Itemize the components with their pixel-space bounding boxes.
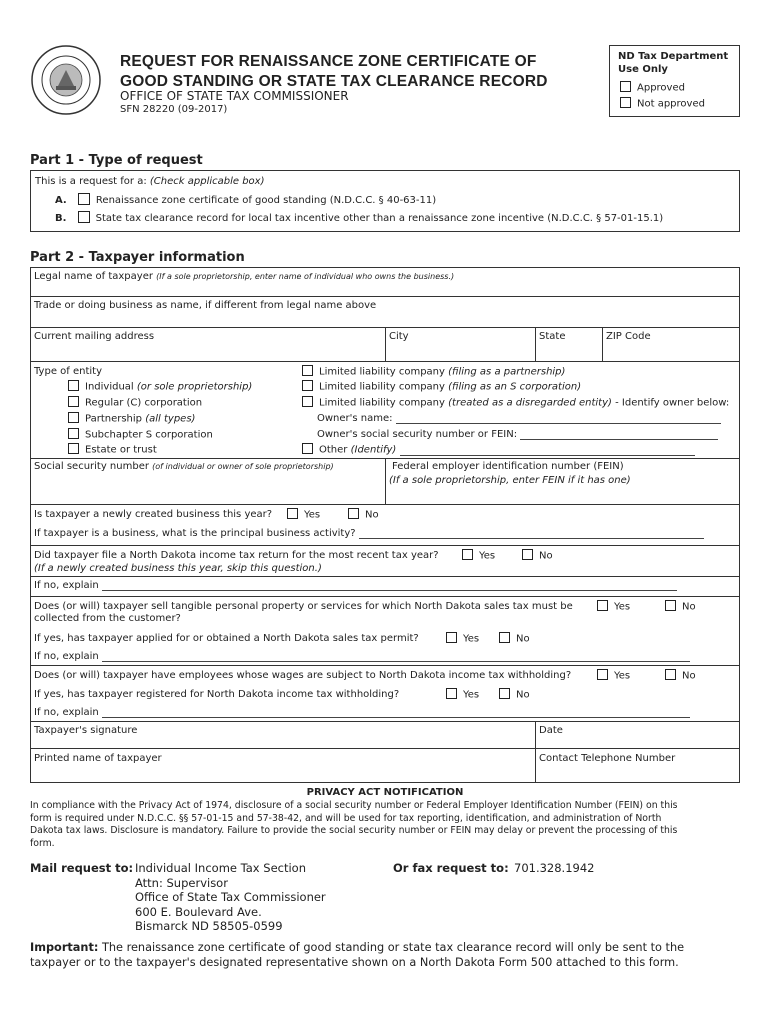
option-b-letter: B.	[55, 213, 67, 224]
permit-yes-checkbox[interactable]	[446, 632, 457, 643]
privacy-text: In compliance with the Privacy Act of 1974, disclosure of a social security number or Federal Employer Identification Number (FEIN) on this form is required under N.D.C.C. §§ 57-01-15 and 57-38-42, and will be used for tax reporting, identification, and administration of North Dakota tax laws. Disclosure is mandatory. Failure to provide the social security number or FEIN may delay or prevent the processing of this form.	[30, 800, 678, 849]
form-title	[120, 52, 548, 92]
new-business-no-checkbox[interactable]	[348, 508, 359, 519]
partnership-checkbox[interactable]	[68, 412, 79, 423]
sales-no-checkbox[interactable]	[665, 600, 676, 611]
sales-yes-label: Yes	[614, 601, 631, 613]
owner-name-label: Owner's name:	[317, 413, 393, 424]
q-withholding: If yes, has taxpayer registered for North Dakota income tax withholding?	[34, 689, 400, 700]
part1-heading: Part 1 - Type of request	[30, 153, 203, 168]
return-explain-label: If no, explain	[34, 580, 99, 591]
sales-no-label: No	[682, 601, 696, 613]
fax-label: Or fax request to:	[393, 861, 509, 875]
llc-partnership-note: (filing as a partnership)	[448, 366, 566, 378]
approved-checkbox[interactable]	[620, 81, 631, 92]
return-explain-input[interactable]	[102, 580, 677, 591]
return-no-checkbox[interactable]	[522, 549, 533, 560]
dept-use-box	[609, 45, 740, 117]
q-business-activity: If taxpayer is a business, what is the principal business activity?	[34, 528, 356, 539]
estate-checkbox[interactable]	[68, 443, 79, 454]
mailing-address-field[interactable]: Current mailing address	[34, 331, 155, 342]
new-business-yes-checkbox[interactable]	[287, 508, 298, 519]
withholding-explain-input[interactable]	[102, 707, 690, 718]
llc-disregarded-suffix: - Identify owner below:	[615, 397, 730, 409]
ssn-note: (of individual or owner of sole proprietorship)	[152, 462, 334, 471]
state-seal	[30, 44, 102, 116]
option-b-label: State tax clearance record for local tax incentive other than a renaissance zone incentive (N.D.C.C. § 57-01-15.1)	[95, 213, 664, 224]
other-label: Other	[319, 444, 348, 456]
state-field[interactable]: State	[539, 331, 566, 342]
q-sales-permit: If yes, has taxpayer applied for or obtained a North Dakota sales tax permit?	[34, 633, 419, 644]
option-a-label: Renaissance zone certificate of good standing (N.D.C.C. § 40-63-11)	[95, 195, 437, 206]
business-activity-input[interactable]	[359, 528, 704, 539]
privacy-heading: PRIVACY ACT NOTIFICATION	[306, 787, 464, 798]
important-note: Important: The renaissance zone certificate of good standing or state tax clearance record will only be sent to the taxpayer or to the taxpayer's designated representative shown on a North Dakota Form 500 attached to this form.	[30, 941, 685, 969]
sub-s-checkbox[interactable]	[68, 428, 79, 439]
return-note: (If a newly created business this year, skip this question.)	[34, 563, 322, 574]
fein-note: (If a sole proprietorship, enter FEIN if it has one)	[389, 475, 631, 486]
part1-intro-note: (Check applicable box)	[149, 176, 265, 187]
zip-field[interactable]: ZIP Code	[606, 331, 651, 342]
fax-number: 701.328.1942	[514, 861, 595, 875]
llc-s-checkbox[interactable]	[302, 380, 313, 391]
q-new-business: Is taxpayer a newly created business this year?	[34, 509, 273, 520]
ssn-field[interactable]: Social security number (of individual or owner of sole proprietorship)	[34, 461, 334, 472]
llc-disregarded-note: (treated as a disregarded entity)	[448, 397, 612, 409]
employees-yes-checkbox[interactable]	[597, 669, 608, 680]
permit-no-label: No	[516, 633, 530, 645]
llc-s-note: (filing as an S corporation)	[448, 381, 582, 393]
llc-partnership-checkbox[interactable]	[302, 365, 313, 376]
other-input[interactable]	[400, 445, 695, 456]
permit-explain-label: If no, explain	[34, 651, 99, 662]
form-id: SFN 28220 (09-2017)	[120, 104, 228, 115]
sales-yes-checkbox[interactable]	[597, 600, 608, 611]
withholding-yes-label: Yes	[463, 689, 480, 701]
legal-name-note: (If a sole proprietorship, enter name of individual who owns the business.)	[156, 272, 455, 281]
withholding-no-checkbox[interactable]	[499, 688, 510, 699]
partnership-label: Partnership	[85, 413, 143, 425]
llc-disregarded-checkbox[interactable]	[302, 396, 313, 407]
printed-name-field[interactable]: Printed name of taxpayer	[34, 753, 162, 764]
other-checkbox[interactable]	[302, 443, 313, 454]
regular-c-label: Regular (C) corporation	[85, 397, 203, 409]
city-field[interactable]: City	[389, 331, 409, 342]
return-yes-label: Yes	[479, 550, 496, 562]
dba-field[interactable]: Trade or doing business as name, if different from legal name above	[34, 300, 377, 311]
employees-yes-label: Yes	[614, 670, 631, 682]
withholding-no-label: No	[516, 689, 530, 701]
withholding-explain-label: If no, explain	[34, 707, 99, 718]
owner-ssn-label: Owner's social security number or FEIN:	[317, 429, 518, 440]
q-sales-tax: Does (or will) taxpayer sell tangible personal property or services for which North Dakota sales tax must be	[34, 601, 573, 612]
individual-label: Individual	[85, 381, 134, 393]
dept-use-title: ND Tax Department Use Only	[618, 51, 729, 75]
new-business-yes-label: Yes	[304, 509, 321, 521]
option-a-letter: A.	[55, 195, 67, 206]
permit-explain-input[interactable]	[102, 651, 690, 662]
withholding-yes-checkbox[interactable]	[446, 688, 457, 699]
owner-name-input[interactable]	[396, 413, 721, 424]
other-note: (Identify)	[350, 444, 397, 456]
individual-note: (or sole proprietorship)	[136, 381, 253, 393]
not-approved-checkbox[interactable]	[620, 97, 631, 108]
llc-s-label: Limited liability company	[319, 381, 445, 393]
llc-partnership-label: Limited liability company	[319, 366, 445, 378]
legal-name-field[interactable]: Legal name of taxpayer (If a sole proprietorship, enter name of individual who owns the business.)	[34, 271, 455, 282]
phone-field[interactable]: Contact Telephone Number	[539, 753, 676, 764]
return-yes-checkbox[interactable]	[462, 549, 473, 560]
option-a-checkbox[interactable]	[78, 193, 90, 205]
llc-disregarded-label: Limited liability company	[319, 397, 445, 409]
mail-label: Mail request to:	[30, 861, 134, 875]
entity-type-label: Type of entity	[34, 366, 102, 377]
part2-heading: Part 2 - Taxpayer information	[30, 250, 245, 265]
employees-no-label: No	[682, 670, 696, 682]
partnership-note: (all types)	[145, 413, 196, 425]
sub-s-label: Subchapter S corporation	[85, 429, 213, 441]
approved-label: Approved	[637, 82, 685, 94]
permit-yes-label: Yes	[463, 633, 480, 645]
signature-field[interactable]: Taxpayer's signature	[34, 725, 138, 736]
employees-no-checkbox[interactable]	[665, 669, 676, 680]
mail-address: Individual Income Tax Section Attn: Supervisor Office of State Tax Commissioner 600 E. Boulevard Ave. Bismarck ND 58505-0599	[135, 861, 326, 933]
fein-field[interactable]: Federal employer identification number (FEIN)	[392, 461, 624, 472]
title-line-2: GOOD STANDING OR STATE TAX CLEARANCE RECORD	[120, 73, 548, 90]
new-business-no-label: No	[365, 509, 379, 521]
permit-no-checkbox[interactable]	[499, 632, 510, 643]
date-field[interactable]: Date	[539, 725, 563, 736]
q-income-return: Did taxpayer file a North Dakota income tax return for the most recent tax year?	[34, 550, 439, 561]
not-approved-label: Not approved	[637, 98, 705, 110]
q-sales-tax-cont: collected from the customer?	[34, 613, 181, 624]
regular-c-checkbox[interactable]	[68, 396, 79, 407]
q-employees: Does (or will) taxpayer have employees whose wages are subject to North Dakota income tax withholding?	[34, 670, 572, 681]
return-no-label: No	[539, 550, 553, 562]
option-b-checkbox[interactable]	[78, 211, 90, 223]
estate-label: Estate or trust	[85, 444, 157, 456]
part1-intro: This is a request for a:	[35, 176, 147, 187]
owner-ssn-input[interactable]	[520, 429, 718, 440]
title-line-1: REQUEST FOR RENAISSANCE ZONE CERTIFICATE OF	[120, 53, 537, 70]
individual-checkbox[interactable]	[68, 380, 79, 391]
important-label: Important:	[30, 941, 99, 954]
office-name: OFFICE OF STATE TAX COMMISSIONER	[120, 89, 349, 103]
